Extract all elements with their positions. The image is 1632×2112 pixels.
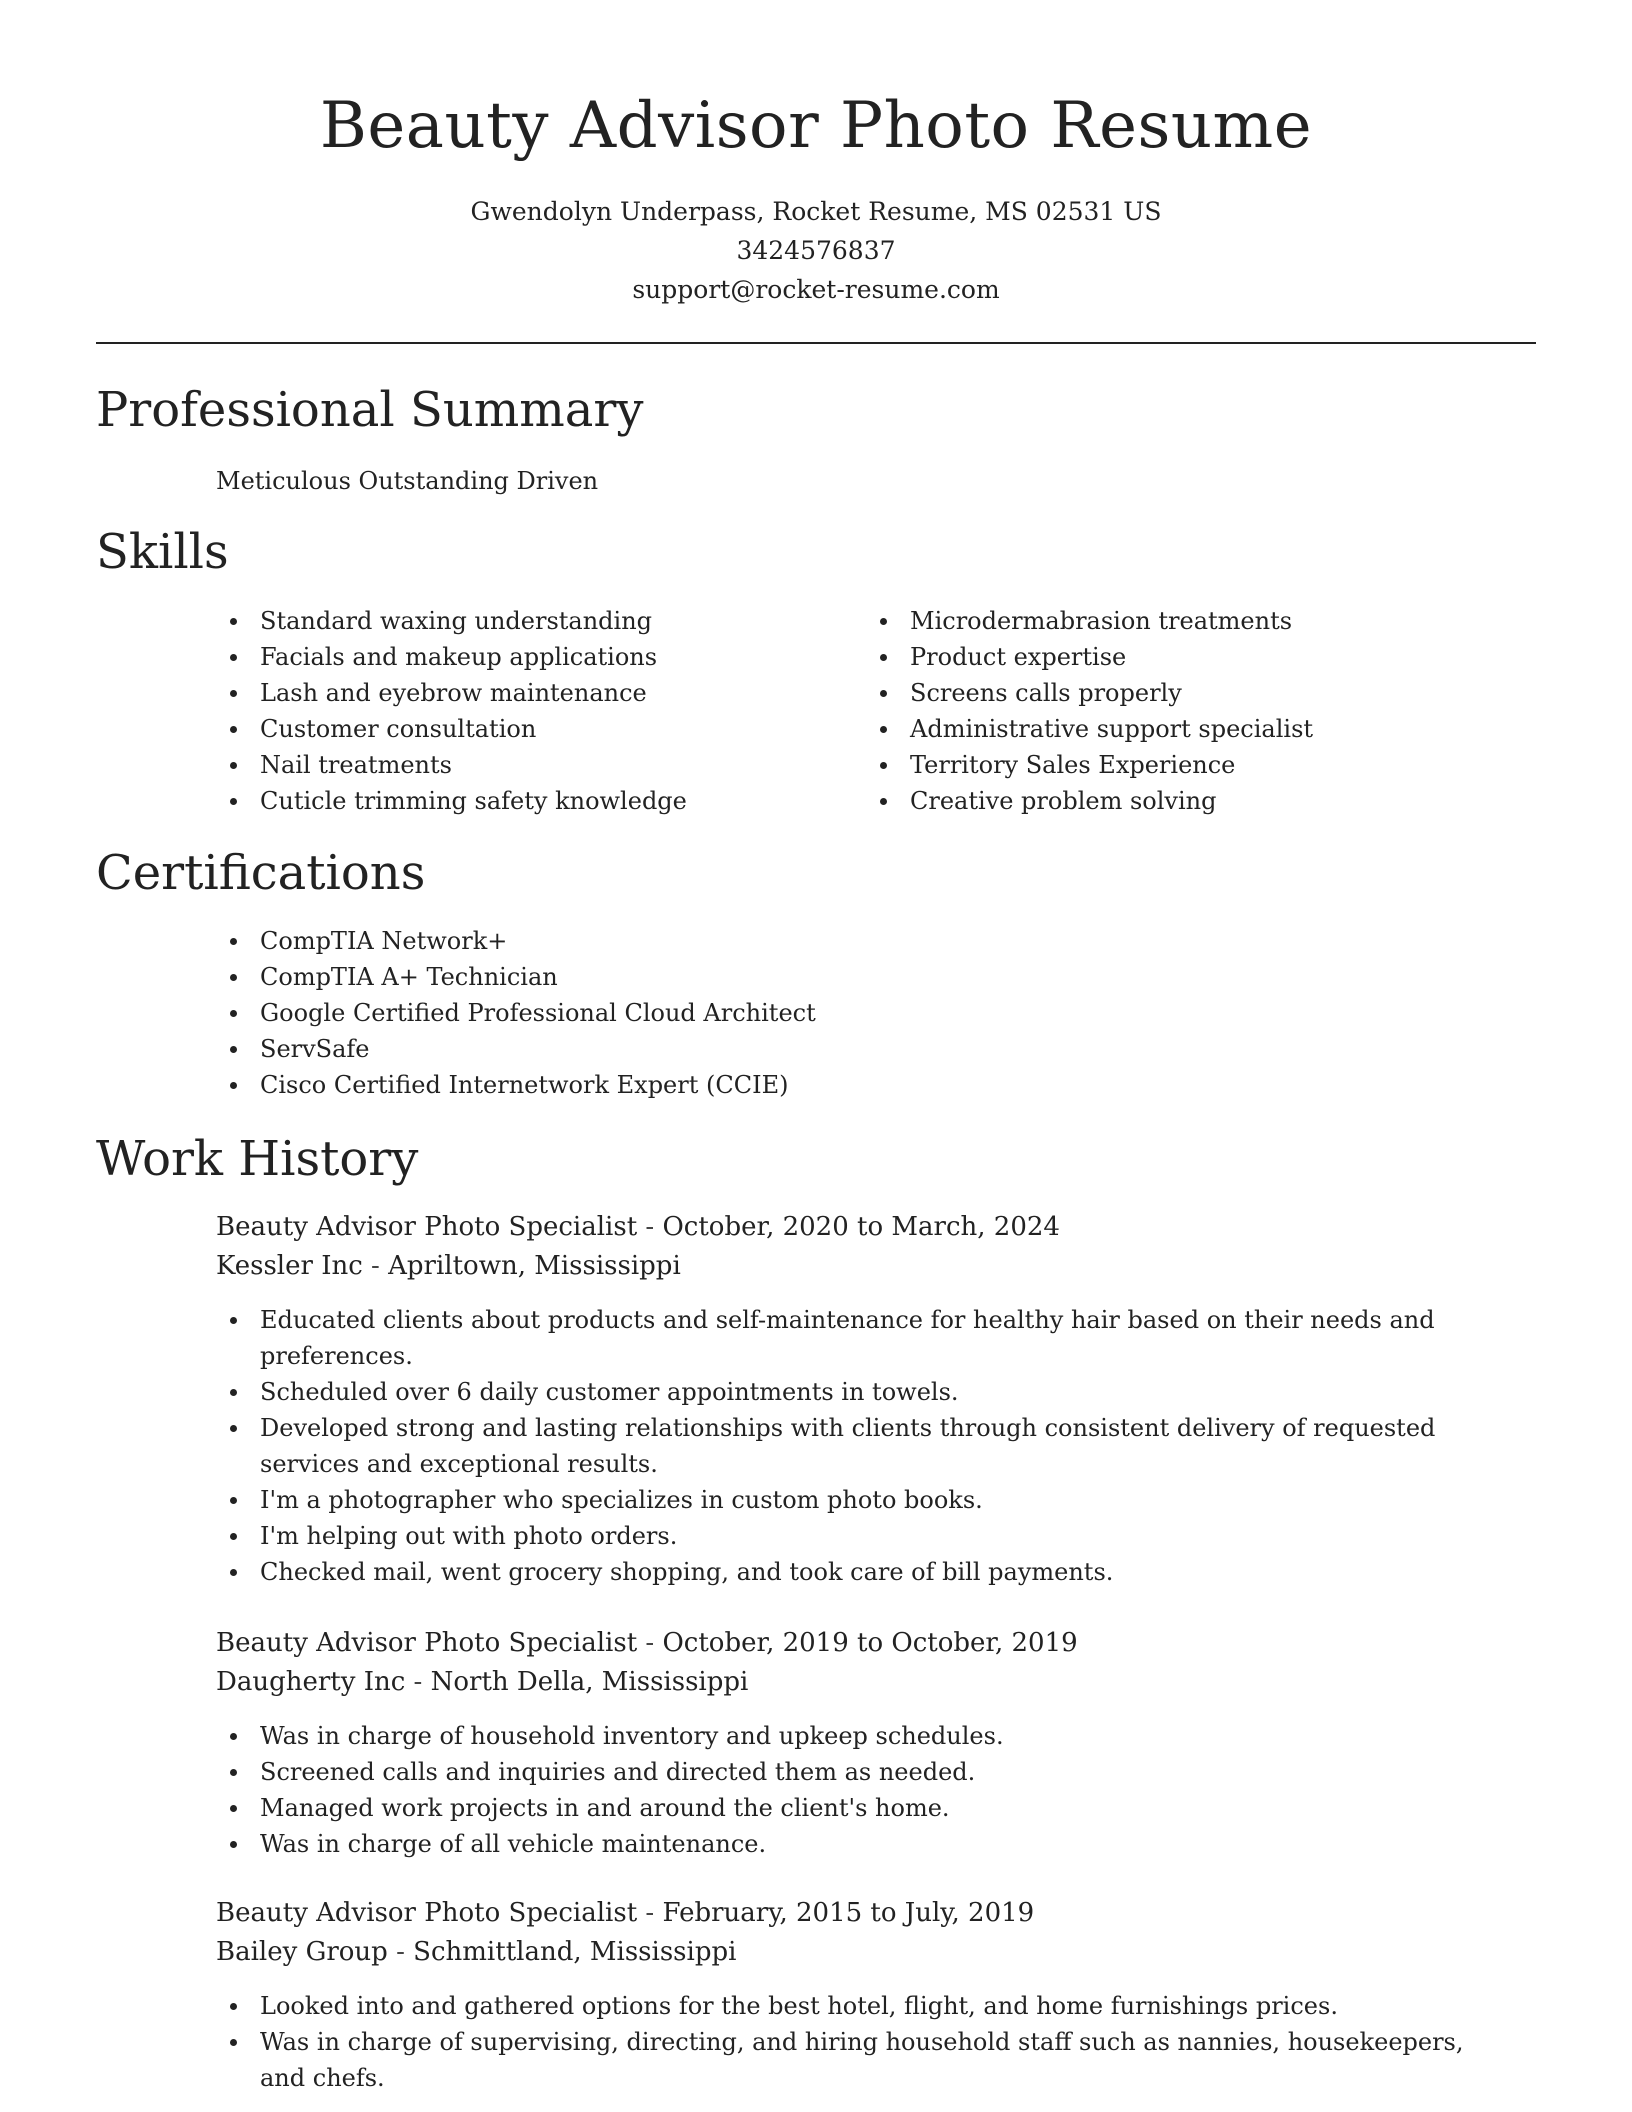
list-item: Territory Sales Experience bbox=[866, 747, 1506, 783]
list-item: Checked mail, went grocery shopping, and took care of bill payments. bbox=[216, 1554, 1516, 1590]
job-title: Beauty Advisor Photo Specialist bbox=[216, 1628, 638, 1658]
job-company: Bailey Group bbox=[216, 1937, 388, 1967]
job-location: Apriltown, Mississippi bbox=[388, 1251, 681, 1281]
job-duties-list bbox=[216, 1718, 1516, 1862]
list-item: I'm a photographer who specializes in custom photo books. bbox=[216, 1482, 1516, 1518]
list-item: Cisco Certified Internetwork Expert (CCIE) bbox=[216, 1067, 1416, 1103]
list-item: Cuticle trimming safety knowledge bbox=[216, 783, 816, 819]
resume-title: Beauty Advisor Photo Resume bbox=[319, 89, 1313, 163]
job-title-line: Beauty Advisor Photo Specialist - October, 2019 to October, 2019 bbox=[216, 1628, 1078, 1658]
list-item: I'm helping out with photo orders. bbox=[216, 1518, 1516, 1554]
list-item: Educated clients about products and self-maintenance for healthy hair based on their needs and preferences. bbox=[216, 1302, 1516, 1374]
summary-text: Meticulous Outstanding Driven bbox=[216, 467, 599, 495]
job-location: North Della, Mississippi bbox=[430, 1667, 749, 1697]
contact-phone: 3424576837 bbox=[736, 236, 896, 265]
list-item: Product expertise bbox=[866, 639, 1506, 675]
list-item: CompTIA Network+ bbox=[216, 923, 1416, 959]
list-item: CompTIA A+ Technician bbox=[216, 959, 1416, 995]
job-duties-list bbox=[216, 1988, 1516, 2096]
skills-list-right bbox=[866, 603, 1506, 819]
skills-list-left bbox=[216, 603, 816, 819]
list-item: Google Certified Professional Cloud Architect bbox=[216, 995, 1416, 1031]
job-company: Daugherty Inc bbox=[216, 1667, 406, 1697]
contact-email: support@rocket-resume.com bbox=[632, 275, 1000, 304]
list-item: Nail treatments bbox=[216, 747, 816, 783]
list-item: Microdermabrasion treatments bbox=[866, 603, 1506, 639]
job-title-line: Beauty Advisor Photo Specialist - October, 2020 to March, 2024 bbox=[216, 1212, 1060, 1242]
header-divider bbox=[96, 342, 1536, 344]
contact-block bbox=[96, 192, 1536, 309]
section-title-certifications: Certifications bbox=[96, 845, 426, 901]
list-item: Lash and eyebrow maintenance bbox=[216, 675, 816, 711]
list-item: Standard waxing understanding bbox=[216, 603, 816, 639]
list-item: Looked into and gathered options for the best hotel, flight, and home furnishings prices. bbox=[216, 1988, 1516, 2024]
job-title: Beauty Advisor Photo Specialist bbox=[216, 1212, 638, 1242]
job-company-line: Kessler Inc - Apriltown, Mississippi bbox=[216, 1251, 681, 1281]
job-location: Schmittland, Mississippi bbox=[413, 1937, 737, 1967]
job-title: Beauty Advisor Photo Specialist bbox=[216, 1898, 638, 1928]
section-title-work-history: Work History bbox=[96, 1131, 419, 1187]
job-company-line: Bailey Group - Schmittland, Mississippi bbox=[216, 1937, 737, 1967]
section-title-summary: Professional Summary bbox=[96, 382, 644, 438]
list-item: Scheduled over 6 daily customer appointments in towels. bbox=[216, 1374, 1516, 1410]
list-item: Administrative support specialist bbox=[866, 711, 1506, 747]
job-dates: February, 2015 to July, 2019 bbox=[662, 1898, 1035, 1928]
certifications-list bbox=[216, 923, 1416, 1103]
list-item: ServSafe bbox=[216, 1031, 1416, 1067]
list-item: Creative problem solving bbox=[866, 783, 1506, 819]
list-item: Customer consultation bbox=[216, 711, 816, 747]
list-item: Was in charge of all vehicle maintenance. bbox=[216, 1826, 1516, 1862]
list-item: Developed strong and lasting relationships with clients through consistent delivery of requested services and exceptional results. bbox=[216, 1410, 1516, 1482]
job-duties-list bbox=[216, 1302, 1516, 1590]
section-title-skills: Skills bbox=[96, 524, 229, 580]
job-company-line: Daugherty Inc - North Della, Mississippi bbox=[216, 1667, 749, 1697]
contact-address: Gwendolyn Underpass, Rocket Resume, MS 02531 US bbox=[470, 197, 1162, 226]
job-title-line: Beauty Advisor Photo Specialist - February, 2015 to July, 2019 bbox=[216, 1898, 1035, 1928]
job-company: Kessler Inc bbox=[216, 1251, 363, 1281]
list-item: Was in charge of supervising, directing, and hiring household staff such as nannies, housekeepers, and chefs. bbox=[216, 2024, 1516, 2096]
list-item: Was in charge of household inventory and upkeep schedules. bbox=[216, 1718, 1516, 1754]
job-dates: October, 2020 to March, 2024 bbox=[662, 1212, 1060, 1242]
list-item: Screened calls and inquiries and directed them as needed. bbox=[216, 1754, 1516, 1790]
job-dates: October, 2019 to October, 2019 bbox=[662, 1628, 1078, 1658]
list-item: Facials and makeup applications bbox=[216, 639, 816, 675]
list-item: Managed work projects in and around the client's home. bbox=[216, 1790, 1516, 1826]
list-item: Screens calls properly bbox=[866, 675, 1506, 711]
